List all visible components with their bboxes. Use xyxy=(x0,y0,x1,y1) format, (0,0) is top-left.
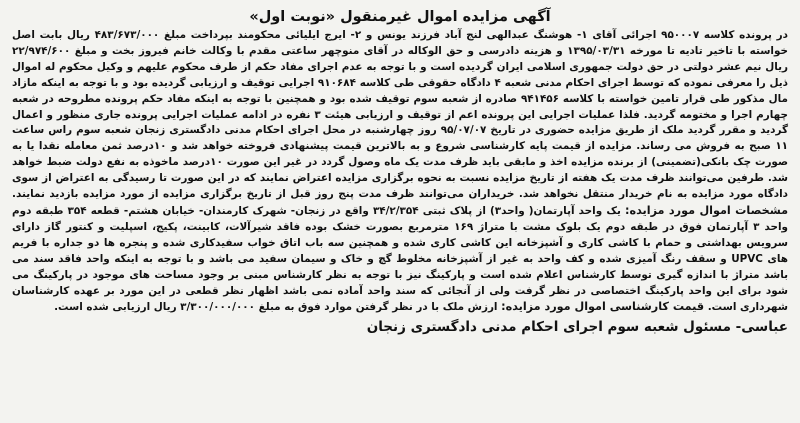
appraisal-heading: قیمت کارشناسی اموال مورد مزایده: xyxy=(501,300,705,314)
notice-signature: عباسی- مسئول شعبه سوم اجرای احکام مدنی دادگستری زنجان xyxy=(366,319,788,336)
property-spec-heading: مشخصات اموال مورد مزایده: xyxy=(625,203,789,217)
property-spec-text: یک واحد آپارتمان( واحد۳) از پلاک ثبتی ۳۴/۲/۳۵۴ واقع در زنجان- شهرک کارمندان- خیابان هشتم- قطعه ۳۵۴ طبقه دوم واحد ۳ آپارتمان فوق در طبقه دوم یک بلوک مشت با متراژ ۱۶۹ مترمربع بصورت خشک بوده فاقد شیرآلات، کابینت، پکیج، اسپلیت و کنتور گاز دارای سرویس بهداشتی و حمام با کاشی کاری و آشپزخانه این کاشی کاری شده و همچنین سه باب اتاق خواب سفیدکاری شده و پنجره ها دو جداره با فریم های UPVC و سقف رنگ آمیزی شده و کف واحد به غیر از آشپزخانه مخلوط گچ و خاک و سیمان سفید می باشد و با توجه به اینکه واحد فاقد سند می باشد متراژ با اندازه گیری توسط کارشناس اعلام شده است و پارکینگ نیز با توجه به نظر کارشناس مبنی بر وجود مساحت های موجود در پارکینگ می شود برای این واحد پارکینگ اختصاصی در نظر گرفت ولی از آنجائی که سند واحد آماده نمی باشد اظهار نظر قطعی در این مورد بر عهده کارشناسان شهرداری است. xyxy=(12,204,788,314)
auction-notice xyxy=(8,8,792,407)
notice-body xyxy=(8,28,792,316)
appraisal-text: ارزش ملک با در نظر گرفتن موارد فوق به مبلغ ۳/۳۰۰/۰۰۰/۰۰۰ ریال ارزیابی شده است. xyxy=(54,301,502,314)
notice-paragraph-case: در پرونده کلاسه ۹۵۰۰۰۷ اجرائی آقای ۱- هوشنگ عبدالهی لنج آباد فرزند یونس و ۲- ایرج ایلیائی محکومند بپرداخت مبلغ ۴۸۳/۶۷۳/۰۰۰ ریال بابت اصل خواسته با تاخیر تادیه تا مورخه ۱۳۹۵/۰۳/۳۱ و هزینه دادرسی و حق الوکاله در آقای منوچهر ساعتی مقدم با وکالت خانم فیروز بخت و مبلغ ۲۲/۹۷۴/۶۰۰ ریال نیم عشر دولتی در حق دولت جمهوری اسلامی ایران گردیده است و با توجه به عدم اجرای مفاد حکم از طرف محکوم علیهم و وکیل محکوم له اموال ذیل را معرفی نموده که توسط اجرای احکام مدنی شعبه ۴ دادگاه حقوقی طی کلاسه ۹۱۰۶۸۴ اجرایی توقیف و ارزیابی گردیده بود و با توجه به اینکه مازاد مال مذکور طی قرار تامین خواسته با کلاسه ۹۴۱۴۵۶ صادره از شعبه سوم توقیف شده بود و همچنین با توجه به اینکه مفاد حکم پرونده مطروحه در شعبه چهارم اجرا و مختومه گردید. فلذا عملیات اجرایی این پرونده اعم از توقیف و ارزیابی هیئت ۳ نفره در ادامه عملیات اجرایی پرونده جاری منظور و اعمال گردید و مقرر گردید ملک از طریق مزایده حضوری در تاریخ ۹۵/۰۷/۰۷ روز چهارشنبه در محل اجرای احکام مدنی دادگستری زنجان شعبه سوم راس ساعت ۱۱ صبح به فروش می رساند. مزایده از قیمت پایه کارشناسی شروع و به بالاترین قیمت پیشنهادی فروخته خواهد شد و ۱۰درصد ثمن معامله نقدا یا به صورت چک بانکی(تضمینی) از برنده مزایده اخذ و مابقی باید ظرف مدت یک ماه وصول گردد در غیر این صورت ۱۰درصد ماخوذه به نفع دولت ضبط خواهد شد. طرفین می‌توانند ظرف مدت یک هفته از تاریخ مزایده نسبت به نحوه برگزاری مزایده اعتراض نمایند که در این صورت تا رسیدگی به اعتراض از سوی دادگاه مورد مزایده به نام خریدار منتقل نخواهد شد. خریداران می‌توانند ظرف مدت پنج روز قبل از تاریخ برگزاری مزایده از مورد مزایده بازدید نمایند. xyxy=(12,29,788,201)
notice-title: آگهی مزایده اموال غیرمنقول «نوبت اول» xyxy=(249,9,551,25)
